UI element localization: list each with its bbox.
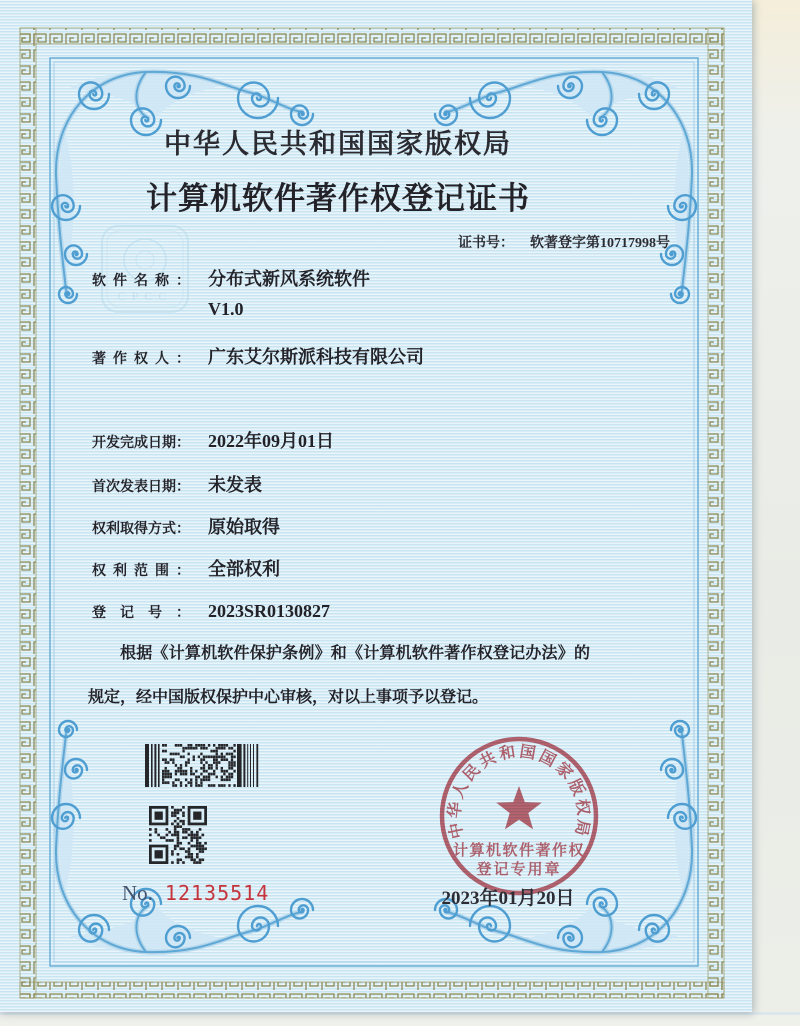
field-label: 著作权人： [92, 352, 190, 367]
serial-number-line [122, 881, 269, 906]
issuing-authority: 中华人民共和国国家版权局 [164, 129, 512, 159]
scan-background-bottom [0, 1012, 800, 1026]
software-version-value: V1.0 [208, 299, 244, 319]
certificate-number-value: 软著登字第10717998号 [530, 236, 670, 251]
qr-code [149, 806, 207, 864]
rights-scope-value: 全部权利 [208, 559, 280, 579]
copyright-owner-value: 广东艾尔斯派科技有限公司 [208, 347, 424, 367]
seal-ring-text: 中华人民共和国国家版权局 [446, 743, 592, 841]
field-rights-scope [92, 558, 280, 582]
seal-star-icon [496, 786, 542, 829]
seal-line1: 计算机软件著作权 [452, 843, 586, 859]
field-software-name [92, 264, 370, 324]
field-label: 首次发表日期： [92, 480, 190, 495]
field-label: 权利范围： [92, 564, 190, 579]
field-label: 开发完成日期： [92, 436, 190, 451]
first-publication-value: 未发表 [208, 475, 262, 495]
serial-prefix: No. [122, 881, 153, 905]
completion-date-value: 2022年09月01日 [208, 431, 334, 451]
serial-number: 12135514 [164, 881, 270, 905]
field-value-group [208, 264, 370, 324]
registration-number-value: 2023SR0130827 [208, 601, 331, 621]
cpcc-watermark-text: CPCC [117, 289, 173, 303]
registration-statement: 根据《计算机软件保护条例》和《计算机软件著作权登记办法》的规定，经中国版权保护中心审核，对以上事项予以登记。 [88, 645, 590, 706]
issue-date: 2023年01月20日 [441, 888, 575, 909]
field-completion-date [92, 430, 334, 454]
certificate-number-line [458, 232, 670, 252]
field-first-publication [92, 474, 262, 498]
field-label: 权利取得方式： [92, 522, 190, 537]
official-seal [428, 733, 618, 898]
field-label: 软件名称： [92, 274, 190, 289]
certificate-number-label: 证书号： [458, 236, 514, 251]
scan-background [748, 0, 800, 1026]
acquisition-method-value: 原始取得 [208, 517, 280, 537]
barcode [145, 744, 263, 787]
software-name-value: 分布式新风系统软件 [208, 269, 370, 289]
field-acquisition-method [92, 516, 280, 540]
field-label: 登记号： [92, 606, 190, 621]
field-registration-number [92, 600, 330, 624]
certificate-title: 计算机软件著作权登记证书 [146, 181, 530, 216]
field-copyright-owner [92, 346, 424, 370]
seal-line2: 登记专用章 [476, 862, 562, 878]
